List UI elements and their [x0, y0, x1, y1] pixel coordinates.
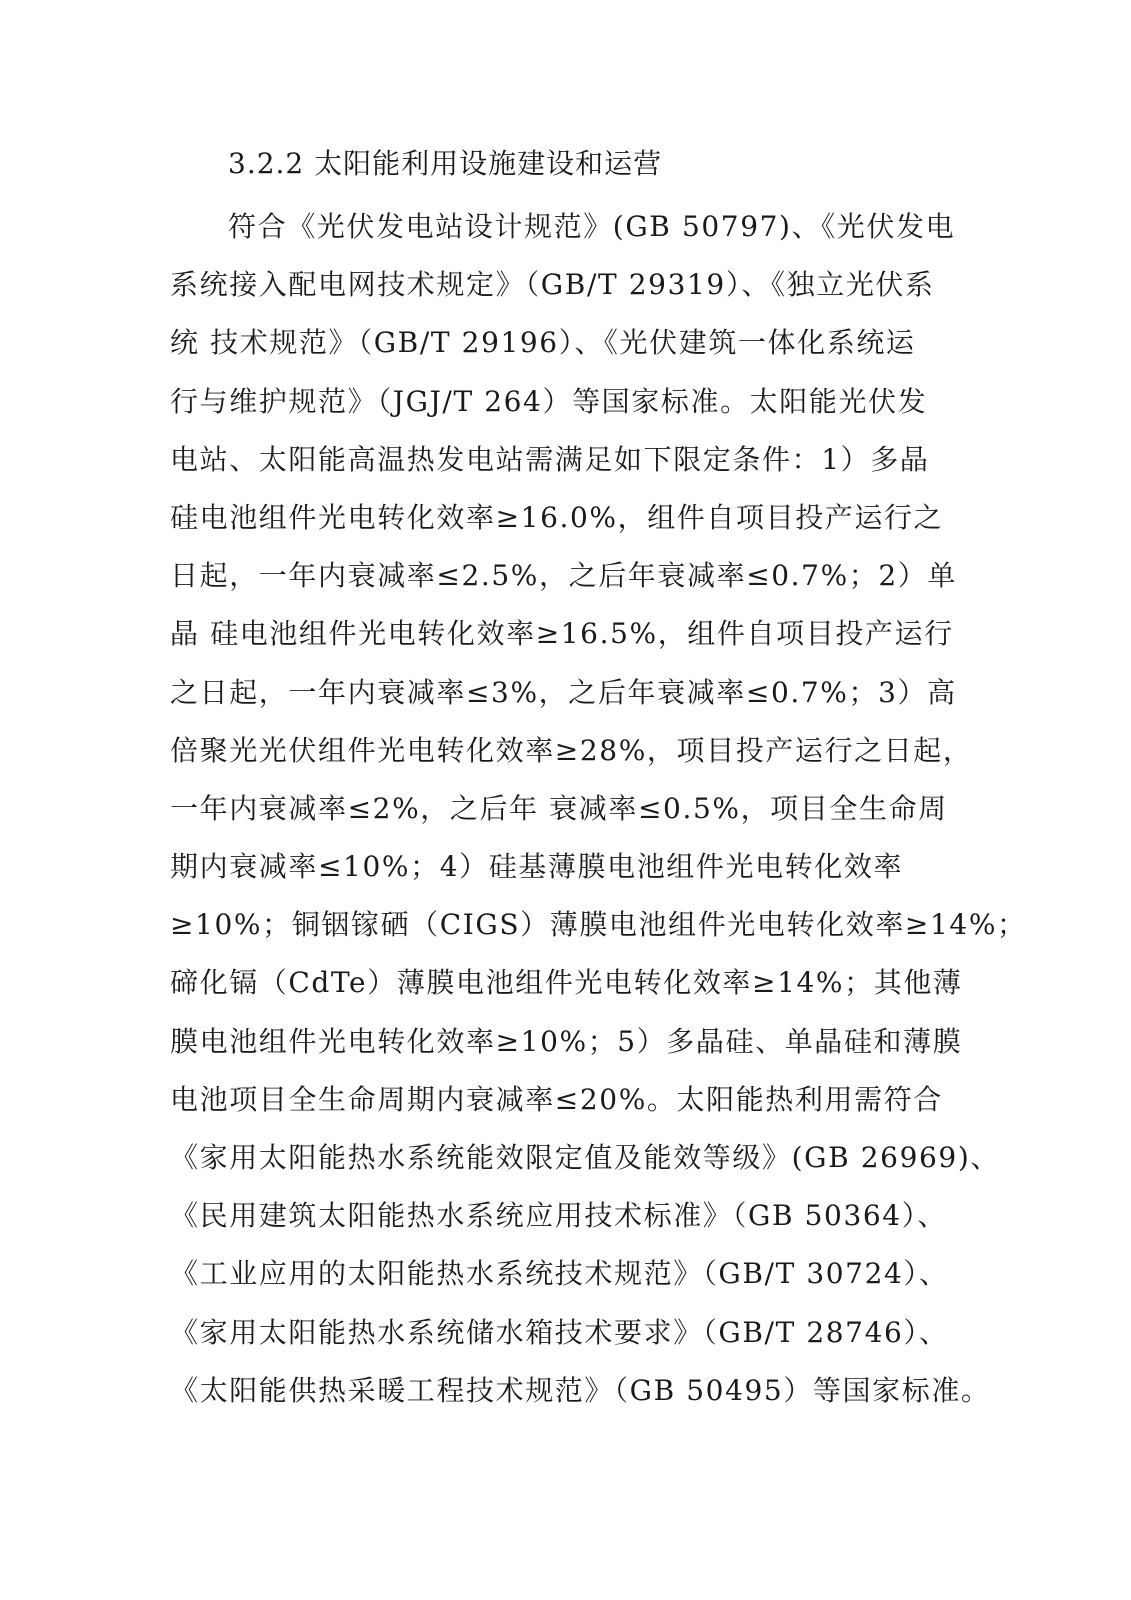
paragraph-line: 行与维护规范》（JGJ/T 264）等国家标准。太阳能光伏发 [170, 384, 928, 418]
paragraph-line: 电站、太阳能高温热发电站需满足如下限定条件：1）多晶 [170, 442, 930, 476]
paragraph-line: 晶 硅电池组件光电转化效率≥16.5%，组件自项目投产运行 [170, 617, 954, 651]
paragraph-line: 《家用太阳能热水系统储水箱技术要求》（GB/T 28746）、 [170, 1315, 949, 1349]
section-heading: 3.2.2 太阳能利用设施建设和运营 [228, 147, 663, 180]
paragraph-line: 《太阳能供热采暖工程技术规范》（GB 50495）等国家标准。 [170, 1373, 991, 1407]
paragraph-line: 日起，一年内衰减率≤2.5%，之后年衰减率≤0.7%；2）单 [170, 559, 958, 593]
paragraph-line: 倍聚光光伏组件光电转化效率≥28%，项目投产运行之日起， [170, 733, 973, 767]
paragraph-line: 统 技术规范》（GB/T 29196）、《光伏建筑一体化系统运 [170, 326, 916, 360]
paragraph-line: 膜电池组件光电转化效率≥10%；5）多晶硅、单晶硅和薄膜 [170, 1024, 963, 1058]
paragraph-line: 之日起，一年内衰减率≤3%，之后年衰减率≤0.7%；3）高 [170, 675, 957, 709]
body-paragraph [170, 198, 1027, 1420]
paragraph-line: 符合《光伏发电站设计规范》(GB 50797)、《光伏发电 [228, 210, 956, 243]
paragraph-line: 期内衰减率≤10%；4）硅基薄膜电池组件光电转化效率 [170, 850, 904, 884]
paragraph-line: 系统接入配电网技术规定》（GB/T 29319）、《独立光伏系 [170, 268, 935, 302]
paragraph-line: 《工业应用的太阳能热水系统技术规范》（GB/T 30724）、 [170, 1257, 949, 1291]
paragraph-line: 一年内衰减率≤2%，之后年 衰减率≤0.5%，项目全生命周 [170, 791, 948, 825]
paragraph-line: ≥10%；铜铟镓硒（CIGS）薄膜电池组件光电转化效率≥14%； [170, 908, 1027, 942]
paragraph-line: 电池项目全生命周期内衰减率≤20%。太阳能热利用需符合 [170, 1082, 943, 1116]
paragraph-line: 《民用建筑太阳能热水系统应用技术标准》（GB 50364）、 [170, 1199, 947, 1233]
paragraph-line: 《家用太阳能热水系统能效限定值及能效等级》(GB 26969)、 [170, 1141, 1000, 1174]
paragraph-line: 碲化镉（CdTe）薄膜电池组件光电转化效率≥14%；其他薄 [170, 966, 963, 1000]
paragraph-line: 硅电池组件光电转化效率≥16.0%，组件自项目投产运行之 [170, 500, 944, 534]
